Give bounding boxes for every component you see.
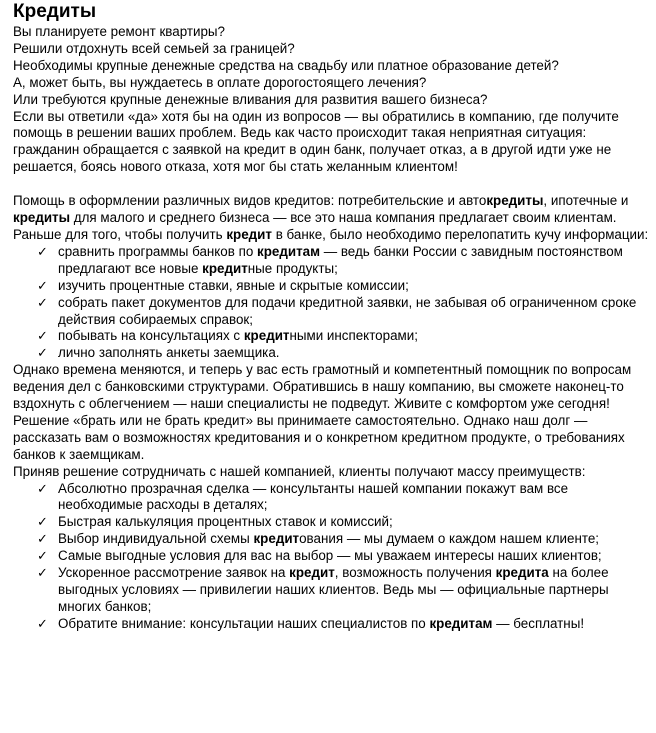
check-icon: ✓ bbox=[37, 345, 48, 361]
item-text: — бесплатны! bbox=[492, 615, 585, 631]
item-bold: кредит bbox=[202, 260, 248, 276]
list-item bbox=[37, 565, 653, 616]
intro-question-1: Вы планируете ремонт квартиры? bbox=[13, 24, 226, 39]
item-text: побывать на консультациях с bbox=[58, 328, 244, 344]
help-bold-2: кредиты bbox=[13, 210, 71, 226]
spacer bbox=[13, 176, 653, 193]
item-text: на более выгодных условиях — привилегии наших клиентов. Ведь мы — официальные партнеры многих банков; bbox=[58, 565, 609, 614]
list-item bbox=[37, 481, 653, 515]
help-text-3: для малого и среднего бизнеса — все это наша компания предлагает своим клиентам. Раньше для того, чтобы получить bbox=[13, 210, 617, 242]
list-item bbox=[37, 244, 653, 278]
item-text: собрать пакет документов для подачи кредитной заявки, не забывая об ограниченном сроке действия собираемых справок; bbox=[58, 294, 637, 327]
item-bold: кредита bbox=[495, 565, 549, 581]
middle-paragraph-1: Однако времена меняются, и теперь у вас есть грамотный и компетентный помощник по вопросам ведения дел с банковскими структурами. Обратившись в нашу компанию, вы сможете наконец-то вздохнуть с облегчением — наши специалисты не подведут. Живите с комфортом уже сегодня! bbox=[13, 362, 632, 412]
item-text: лично заполнять анкеты заемщика. bbox=[58, 345, 280, 361]
check-icon: ✓ bbox=[37, 615, 48, 631]
check-icon: ✓ bbox=[37, 243, 48, 259]
item-bold: кредитам bbox=[257, 243, 320, 259]
item-text: ные продукты; bbox=[247, 260, 338, 276]
item-bold: кредит bbox=[253, 531, 300, 547]
intro-question-4: А, может быть, вы нуждаетесь в оплате дорогостоящего лечения? bbox=[13, 74, 427, 90]
check-icon: ✓ bbox=[37, 328, 48, 344]
benefits-list bbox=[13, 481, 653, 633]
page-title: Кредиты bbox=[13, 1, 97, 22]
list-item bbox=[37, 514, 653, 531]
check-icon: ✓ bbox=[37, 548, 48, 564]
check-icon: ✓ bbox=[37, 294, 48, 310]
help-text-2: , ипотечные и bbox=[543, 193, 629, 209]
check-icon: ✓ bbox=[37, 480, 48, 496]
item-text: Ускоренное рассмотрение заявок на bbox=[58, 565, 290, 581]
list-item bbox=[37, 328, 653, 345]
list-item bbox=[37, 531, 653, 548]
item-text: Самые выгодные условия для вас на выбор — мы уважаем интересы наших клиентов; bbox=[58, 548, 602, 564]
item-text: сравнить программы банков по bbox=[58, 243, 258, 259]
intro-paragraph: Если вы ответили «да» хотя бы на один из вопросов — вы обратились в компанию, где получите помощь в решении ваших проблем. Ведь как часто происходит такая неприятная ситуация: гражданин обращается с заявкой на кредит в один банк, получает отказ, а в другой идти уже не решается, боясь нового отказа, хотя мог бы стать желанным клиентом! bbox=[13, 108, 619, 175]
help-text-4: в банке, было необходимо перелопатить кучу информации: bbox=[271, 226, 649, 242]
list-item bbox=[37, 345, 653, 362]
item-text: , возможность получения bbox=[334, 565, 496, 581]
list-item bbox=[37, 616, 653, 633]
list-item bbox=[37, 295, 653, 329]
check-icon: ✓ bbox=[37, 531, 48, 547]
item-text: Выбор индивидуальной схемы bbox=[58, 531, 254, 547]
list-item bbox=[37, 548, 653, 565]
intro-question-2: Решили отдохнуть всей семьей за границей? bbox=[13, 40, 295, 56]
check-icon: ✓ bbox=[37, 565, 48, 581]
intro-question-3: Необходимы крупные денежные средства на свадьбу или платное образование детей? bbox=[13, 57, 559, 73]
item-text: ования — мы думаем о каждом нашем клиенте; bbox=[299, 531, 600, 547]
tasks-list bbox=[13, 244, 653, 362]
list-item bbox=[37, 278, 653, 295]
help-text-1: Помощь в оформлении различных видов кредитов: потребительские и авто bbox=[13, 193, 487, 209]
check-icon: ✓ bbox=[37, 277, 48, 293]
item-text: ными инспекторами; bbox=[289, 328, 418, 344]
middle-paragraph-3: Приняв решение сотрудничать с нашей компанией, клиенты получают массу преимуществ: bbox=[13, 463, 586, 479]
item-text: Абсолютно прозрачная сделка — консультанты нашей компании покажут вам все необходимые расходы в деталях; bbox=[58, 480, 569, 513]
item-text: Быстрая калькуляция процентных ставок и комиссий; bbox=[58, 514, 393, 530]
help-bold-1: кредиты bbox=[486, 193, 544, 209]
item-bold: кредит bbox=[243, 328, 290, 344]
intro-question-5: Или требуются крупные денежные вливания для развития вашего бизнеса? bbox=[13, 91, 488, 107]
help-paragraph bbox=[13, 193, 653, 244]
item-bold: кредитам bbox=[429, 615, 493, 631]
item-text: Обратите внимание: консультации наших специалистов по bbox=[58, 615, 430, 631]
middle-paragraph-2: Решение «брать или не брать кредит» вы принимаете самостоятельно. Однако наш долг — рассказать вам о возможностях кредитования и о конкретном кредитном продукте, о требованиях банков к заемщикам. bbox=[13, 412, 625, 462]
item-bold: кредит bbox=[289, 565, 335, 581]
item-text: — ведь банки России с завидным постоянством предлагают все новые bbox=[58, 243, 623, 276]
check-icon: ✓ bbox=[37, 514, 48, 530]
item-text: изучить процентные ставки, явные и скрытые комиссии; bbox=[58, 277, 409, 293]
help-bold-3: кредит bbox=[226, 226, 272, 242]
